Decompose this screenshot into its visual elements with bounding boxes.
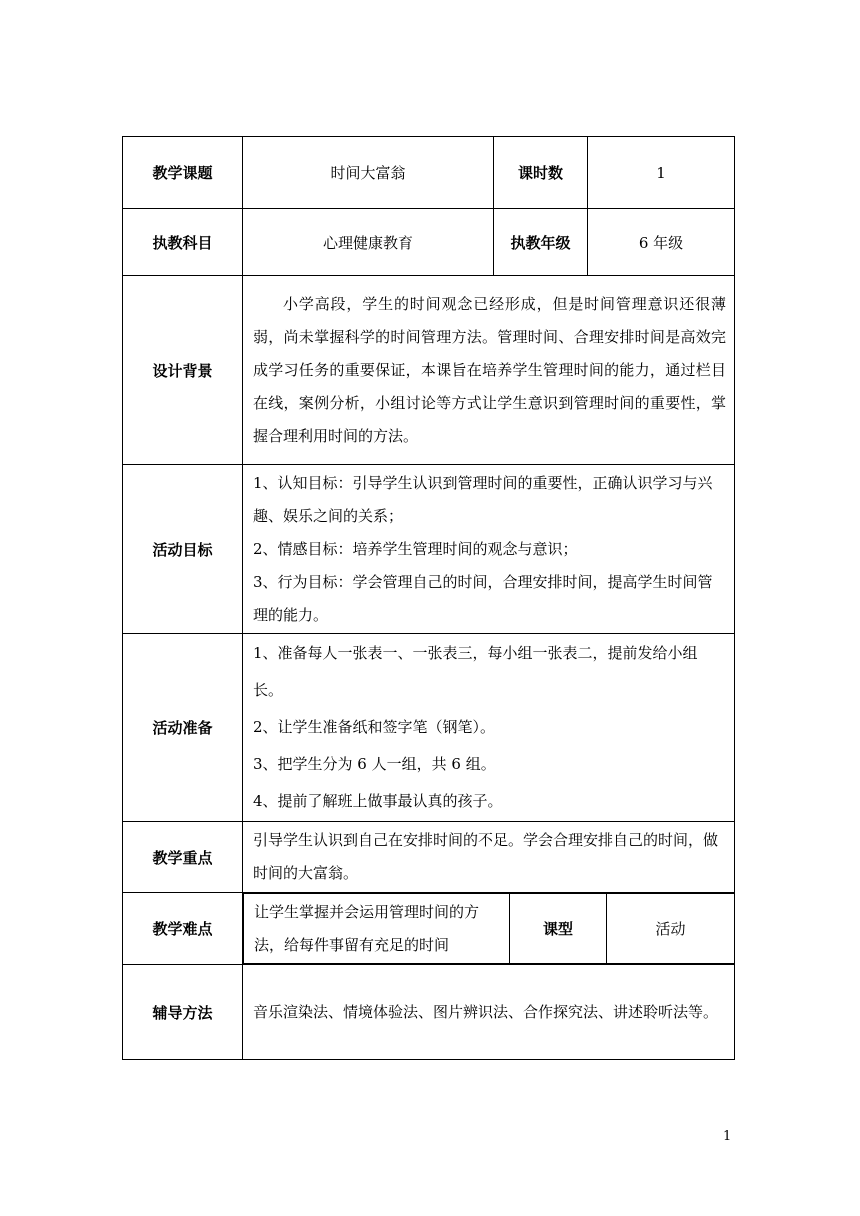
row-difficulty — [123, 893, 735, 965]
prep-label: 活动准备 — [123, 634, 243, 822]
row-background — [123, 276, 735, 465]
difficulty-cell — [243, 893, 735, 965]
goal-item: 1、认知目标：引导学生认识到管理时间的重要性，正确认识学习与兴趣、娱乐之间的关系； — [253, 473, 713, 525]
prep-item: 2、让学生准备纸和签字笔（钢笔）。 — [253, 718, 496, 736]
background-label: 设计背景 — [123, 276, 243, 465]
page-number: 1 — [723, 1129, 732, 1144]
goals-label: 活动目标 — [123, 465, 243, 634]
row-prep — [123, 634, 735, 822]
goals-cell — [243, 465, 735, 634]
lesson-plan-sheet — [122, 136, 734, 1058]
background-cell — [243, 276, 735, 465]
method-text: 音乐渲染法、情境体验法、图片辨识法、合作探究法、讲述聆听法等。 — [253, 1002, 719, 1021]
background-text: 小学高段，学生的时间观念已经形成，但是时间管理意识还很薄弱，尚未掌握科学的时间管理方法。管理时间、合理安排时间是高效完成学习任务的重要保证，本课旨在培养学生管理时间的能力，通过栏目在线，案例分析，小组讨论等方式让学生意识到管理时间的重要性，掌握合理利用时间的方法。 — [253, 294, 726, 445]
focus-label: 教学重点 — [123, 822, 243, 893]
lesson-plan-table — [122, 136, 735, 1060]
subject-value: 心理健康教育 — [243, 209, 494, 276]
method-cell — [243, 965, 735, 1060]
grade-label: 执教年级 — [494, 209, 588, 276]
prep-item: 3、把学生分为 6 人一组，共 6 组。 — [253, 755, 496, 773]
row-goals — [123, 465, 735, 634]
topic-label: 教学课题 — [123, 137, 243, 209]
topic-value: 时间大富翁 — [243, 137, 494, 209]
goal-item: 2、情感目标：培养学生管理时间的观念与意识； — [253, 539, 578, 558]
lesson-type-label: 课型 — [510, 894, 607, 964]
difficulty-text-cell — [244, 894, 510, 964]
method-label: 辅导方法 — [123, 965, 243, 1060]
prep-item: 4、提前了解班上做事最认真的孩子。 — [253, 792, 503, 810]
subject-label: 执教科目 — [123, 209, 243, 276]
row-topic — [123, 137, 735, 209]
difficulty-inner-table — [243, 893, 735, 964]
prep-item: 1、准备每人一张表一、一张表三，每小组一张表二，提前发给小组长。 — [253, 644, 698, 699]
lesson-type-value: 活动 — [607, 894, 735, 964]
focus-text: 引导学生认识到自己在安排时间的不足。学会合理安排自己的时间，做时间的大富翁。 — [253, 831, 719, 882]
row-focus — [123, 822, 735, 893]
prep-cell — [243, 634, 735, 822]
focus-cell — [243, 822, 735, 893]
goal-item: 3、行为目标：学会管理自己的时间，合理安排时间，提高学生时间管理的能力。 — [253, 572, 713, 624]
row-method — [123, 965, 735, 1060]
periods-label: 课时数 — [494, 137, 588, 209]
row-subject — [123, 209, 735, 276]
difficulty-label: 教学难点 — [123, 893, 243, 965]
difficulty-text: 让学生掌握并会运用管理时间的方法，给每件事留有充足的时间 — [254, 902, 480, 954]
periods-value: 1 — [588, 137, 735, 209]
grade-value: 6 年级 — [588, 209, 735, 276]
